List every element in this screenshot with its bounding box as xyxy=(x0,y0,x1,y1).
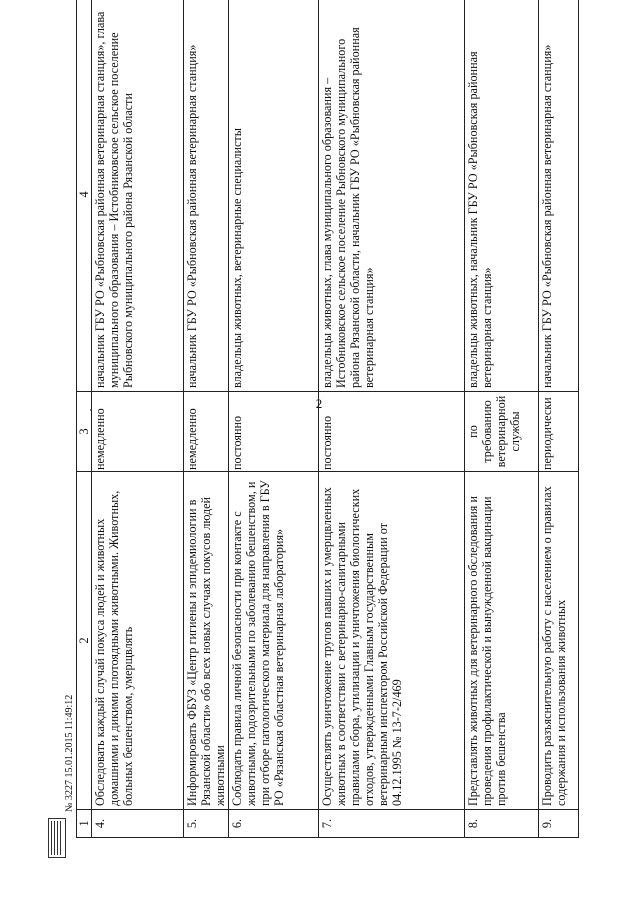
row-term: немедленно xyxy=(184,392,229,472)
row-number: 7. xyxy=(319,810,465,838)
row-measure: Информировать ФБУЗ «Центр гигиены и эпидемиологии в Рязанской области» обо всех новых случаях покусов людей животными xyxy=(184,472,229,810)
page-number: 2 xyxy=(315,396,323,411)
row-number: 4. xyxy=(92,810,184,838)
header-col-4: 4 xyxy=(77,0,92,392)
row-measure: Представлять животных для ветеринарного обследования и проведения профилактической и вынужденной вакцинации против бешенства xyxy=(465,472,539,810)
row-term: постоянно xyxy=(319,392,465,472)
header-col-2: 2 xyxy=(77,472,92,810)
row-measure: Проводить разъяснительную работу с населением о правилах содержания и использования животных xyxy=(539,472,579,810)
row-term: периодически xyxy=(539,392,579,472)
row-responsible: начальник ГБУ РО «Рыбновская районная ветеринарная станция», глава муниципального образования – Истобниковское сельское поселение Рыбновского муниципального района Рязанской области xyxy=(92,0,184,392)
document-stamp-icon xyxy=(48,818,66,858)
row-measure: Обследовать каждый случай покуса людей и животных домашними и дикими плотоядными животными. Животных, больных бешенством, умерщвлять xyxy=(92,472,184,810)
row-number: 9. xyxy=(539,810,579,838)
row-responsible: начальник ГБУ РО «Рыбновская районная ветеринарная станция» xyxy=(184,0,229,392)
table-row xyxy=(465,0,539,838)
table-row xyxy=(229,0,319,838)
row-number: 6. xyxy=(229,810,319,838)
row-responsible: начальник ГБУ РО «Рыбновская районная ветеринарная станция» xyxy=(539,0,579,392)
row-term: немедленно xyxy=(92,392,184,472)
document-id-footer: № 3227 15.01.2015 11:49:12 xyxy=(64,694,75,812)
row-term: постоянно xyxy=(229,392,319,472)
table-row xyxy=(539,0,579,838)
row-responsible: владельцы животных, глава муниципального образования – Истобниковское сельское поселение Рыбновского муниципального района Рязанской области, начальник ГБУ РО «Рыбновская районная ветеринарная станция» xyxy=(319,0,465,392)
row-responsible: владельцы животных, ветеринарные специалисты xyxy=(229,0,319,392)
header-col-1: 1 xyxy=(77,810,92,838)
row-number: 5. xyxy=(184,810,229,838)
table-header-row xyxy=(77,0,92,838)
row-term: по требованию ветеринарной службы xyxy=(465,392,539,472)
table-row xyxy=(184,0,229,838)
row-measure: Осуществлять уничтожение трупов павших и умерщвленных животных в соответствии с ветеринарно-санитарными правилами сбора, утилизации и уничтожения биологических отходов, утвержденными Главным государственным ветеринарным инспектором Российской Федерации от 04.12.1995 № 13-7-2/469 xyxy=(319,472,465,810)
rotated-table-container xyxy=(76,0,576,838)
table-row xyxy=(319,0,465,838)
row-number: 8. xyxy=(465,810,539,838)
row-responsible: владельцы животных, начальник ГБУ РО «Рыбновская районная ветеринарная станция» xyxy=(465,0,539,392)
row-measure: Соблюдать правила личной безопасности при контакте с животными, подозрительными по заболеванию бешенством, и при отборе патологического материала для направления в ГБУ РО «Рязанская областная ветеринарная лаборатория» xyxy=(229,472,319,810)
header-col-3: 3 xyxy=(77,392,92,472)
measures-table xyxy=(76,0,579,838)
table-row xyxy=(92,0,184,838)
